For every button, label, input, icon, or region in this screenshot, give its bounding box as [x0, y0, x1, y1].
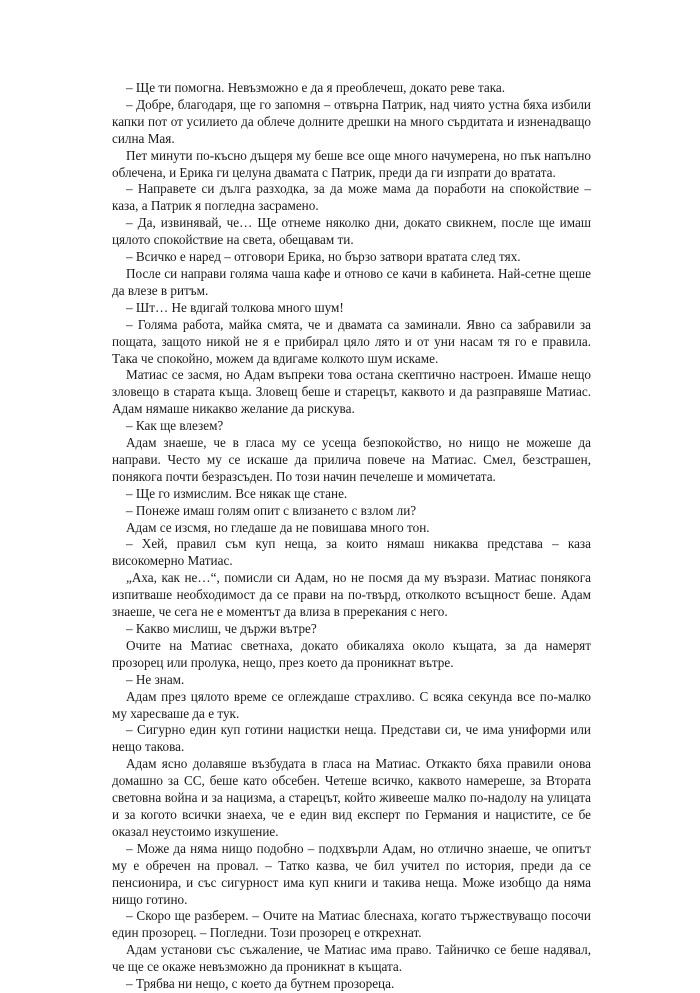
paragraph: – Добре, благодаря, ще го запомня – отвърна Патрик, над чиято устна бяха избили капки пот от усилието да облече долните дрешки на много сърдитата и изненадващо силна Мая.: [112, 96, 591, 146]
paragraph: Адам ясно долавяше възбудата в гласа на Матиас. Откакто бяха правили онова домашно за СС, беше като обсебен. Четеше всичко, каквото намереше, за Втората световна война и за нацизма, а старецът, който живееше малко по-надолу на улицата и за когото всички знаеха, че е един вид експерт по Германия и нацистите, се бе оказал неустоимо изкушение.: [112, 756, 591, 839]
paragraph: Адам през цялото време се оглеждаше страхливо. С всяка секунда все по-малко му харесваше да е тук.: [112, 688, 591, 721]
paragraph: – Трябва ни нещо, с което да бутнем прозореца.: [126, 976, 395, 992]
paragraph: – Ще го измислим. Все някак ще стане.: [126, 485, 348, 501]
paragraph: – Да, извинявай, че… Ще отнеме няколко дни, докато свикнем, после ще имаш цялото спокойствие на света, обещавам ти.: [112, 215, 591, 248]
paragraph: – Голяма работа, майка смята, че и двамата са заминали. Явно са забравили за пощата, защото никой не я е прибирал цяло лято и от уни насам тя го е правила. Така че спокойно, можем да вдигаме колкото шум искаме.: [112, 316, 591, 366]
paragraph: – Какво мислиш, че държи вътре?: [126, 621, 317, 636]
paragraph: Адам знаеше, че в гласа му се усеща безпокойство, но нищо не можеше да направи. Често му се искаше да прилича повече на Матиас. Смел, безстрашен, понякога почти безразсъден. По този начин печелеше и момичетата.: [112, 435, 591, 484]
paragraph: – Хей, правил съм куп неща, за които нямаш никаква представа – каза високомерно Матиас.: [112, 536, 591, 569]
paragraph: „Аха, как не…“, помисли си Адам, но не посмя да му възрази. Матиас понякога изпитваше необходимост да се прави на по-твърд, отколкото всъщност беше. Адам знаеше, че сега не е моментът да влиза в пререкания с него.: [112, 570, 591, 620]
paragraph: – Понеже имаш голям опит с влизането с взлом ли?: [126, 502, 417, 518]
paragraph: Пет минути по-късно дъщеря му беше все още много начумерена, но пък напълно облечена, и Ерика ги целуна двамата с Патрик, преди да ги изпрати до вратата.: [112, 147, 591, 180]
paragraph: После си направи голяма чаша кафе и отново се качи в кабинета. Най-сетне щеше да влезе в ритъм.: [112, 265, 591, 298]
paragraph: – Как ще влезем?: [126, 418, 224, 434]
paragraph: – Шт… Не вдигай толкова много шум!: [126, 299, 344, 315]
paragraph: Матиас се засмя, но Адам въпреки това остана скептично настроен. Имаше нещо зловещо в старата къща. Зловещ беше и старецът, каквото и да разправяше Матиас. Адам нямаше никакво желание да рискува.: [112, 367, 591, 417]
paragraph: Адам установи със съжаление, че Матиас има право. Тайничко се беше надявал, че ще се окаже невъзможно да проникнат в къщата.: [112, 942, 591, 975]
paragraph: Адам се изсмя, но гледаше да не повишава много тон.: [126, 519, 430, 535]
paragraph: – Не знам.: [126, 671, 185, 687]
paragraph: – Ще ти помогна. Невъзможно е да я преоблечеш, докато реве така.: [126, 80, 506, 95]
paragraph: – Всичко е наред – отговори Ерика, но бързо затвори вратата след тях.: [126, 249, 521, 265]
paragraph: – Направете си дълга разходка, за да може мама да поработи на спокойствие – каза, а Патрик я погледна засрамено.: [112, 181, 591, 214]
paragraph: – Може да няма нищо подобно – подхвърли Адам, но отлично знаеше, че опитът му е обречен на провал. – Татко казва, че бил учител по история, преди да се пенсионира, и със сигурност има куп книги и такива неща. Може изобщо да няма нищо готино.: [112, 840, 591, 907]
paragraph: – Сигурно един куп готини нацистки неща. Представи си, че има униформи или нещо такова.: [112, 722, 591, 755]
body-text: [112, 80, 591, 993]
paragraph: Очите на Матиас светнаха, докато обикаляха около къщата, за да намерят прозорец или пролука, нещо, през което да проникнат вътре.: [112, 637, 591, 670]
paragraph: – Скоро ще разберем. – Очите на Матиас блеснаха, когато тържествуващо посочи един прозорец. – Погледни. Този прозорец е открехнат.: [112, 908, 591, 941]
